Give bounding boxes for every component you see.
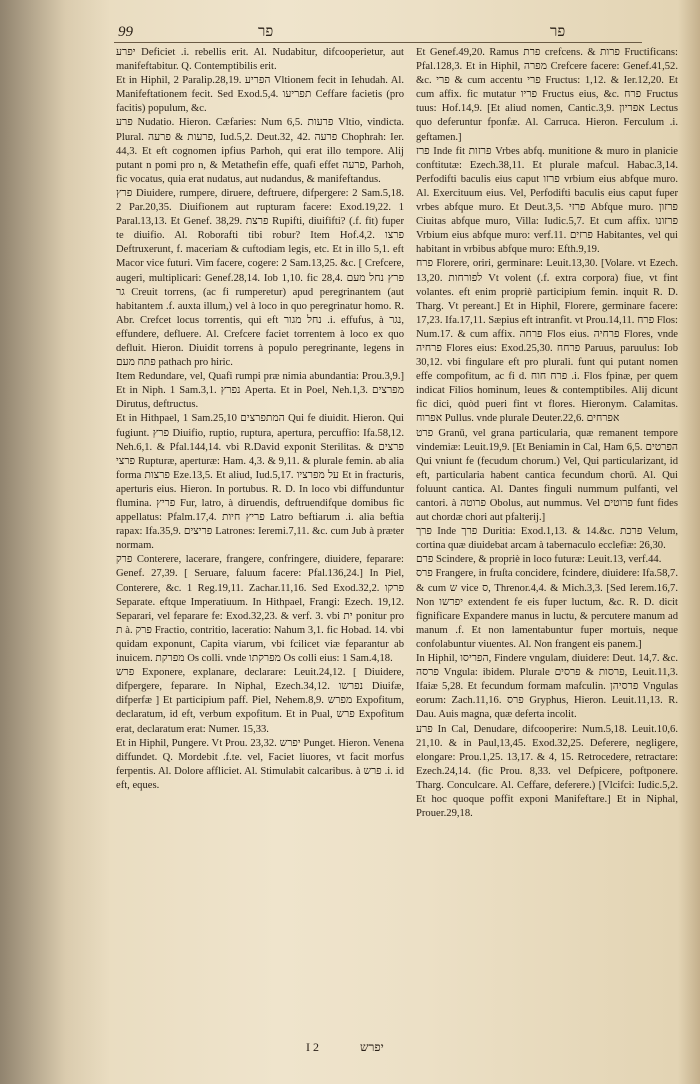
entry-paragraph: פרס Frangere, in fruſta concidere, fcindere, diuidere: Ifa.58,7. & cum ש vice ס, Threnor.4,4. & Mich.3,3. [Sed Ierem.16,7. Non יפרשו extendent fe eis fuper luctum, &c. R. D. dicit fignificare Expandere manus in luctu, & percutere manum ad manum .f. Et non lamentabuntur fuper mortuis, neque confolabuntur viuentes. Al. Non frangent eis panem.] bbox=[416, 568, 678, 650]
header-rule bbox=[114, 42, 642, 43]
catchword: יפרש bbox=[360, 1040, 384, 1054]
entry-paragraph: פרק Conterere, lacerare, frangere, confringere, diuidere, feparare: Genef. 27,39. [ Seruare, faluum facere: Pfal.136,24.] In Piel, Conterere, &c. 1 Reg.19,11. Zachar.11,16. Sed Exod.32,2. פרקו Separate. eftque Imperatiuum. In Hithpael, Frangi: Ezech. 19,12. Separari, vel feparare fe: Exod.32,23. & verf. 3. vbi ית ponitur pro ת à. פרק Fractio, contritio, laceratio: Nahum 3,1. fic Hobad. 14. vbi quidam exponunt, Capita viarum, vbi fcilicet viæ feparantur ab inuicem. מפרקת Os colli. vnde מפרקתו Os colli eius: 1 Sam.4,18. bbox=[116, 554, 404, 665]
edge-shadow bbox=[678, 0, 700, 1084]
entry-paragraph: Et in Hiphil, 2 Paralip.28,19. הפריע Vltionem fecit in Iehudah. Al. Manifeftationem fecit. Sed Exod.5,4. תפריעו Ceffare facietis (pro facitis) populum, &c. bbox=[116, 75, 404, 115]
entry-paragraph: פרץ Diuidere, rumpere, diruere, deftruere, difpergere: 2 Sam.5,18. 2 Par.20,35. Diuifionem aut rupturam facere: Exod.19,22. 1 Paral.13,13. Et Genef. 38,29. פרצת Rupifti, diuififti? (.f. fit) fuper te diuifio. Al. Roborafti tibi robur? Item Hof.4,2. פרצו Deftruxerunt, f. maceriam & cuftodiam legis, etc. Et in illo 5,1. eft Macor vice futuri. Vim facere, cogere: 2 Sam.13,25. &c. [ Crefcere, augeri, multiplicari: Genef.28,14. Iob 1,10. fic 28,4. פרץ נחל מעם גר Creuit torrens, (ac fi rumperetur) apud peregrinantem (aut habitantem .f. auxta illum,) vel à loco in quo peregrinatur homo. R. Abr. Crefcet locus torrentis, qui eft נחל מגור .i. effufus, à נגר, effundere, defluere. Al. Crefcere faciet torrentem à loco ex quo defluit. Hieron. Diuidit torrens à populo peregrinante, legens in פתח מעם pathach pro hiric. bbox=[116, 187, 404, 369]
entry-paragraph: פרח Florere, oriri, germinare: Leuit.13,30. [Volare. vt Ezech. 13,20. לפורחות Vt volent (.f. extra corpora) fiue, vt fint volantes. eft enim propriè participium femin. inquit R. D. Tharg. Vt pereant.] Et in Hiphil, Florere, germinare facere: 17,23. Ifa.17,11. Sæpius eft intranfit. vt Prou.14,11. פרח Flos: Num.17. & cum affix. פרחה Flos eius. פרחיה Flores, vnde פרחיה Flores eius: Exod.25,30. פרחח Paruus, paruulus: Iob 30,12. vbi fingulare eft pro plurali. funt qui putant nomen effe compofitum, ac fi d. פרח חוח .i. Flos fpinæ, per quem indicat Filios hominum, leues & contemptibiles. Alij dicunt fic dici, quòd pueri fint vt flores. Hieronym. Calamitas. אפרוח Pullus. vnde plurale Deuter.22,6. אפרחים bbox=[416, 258, 678, 425]
entry-paragraph: Et in Hithpael, 1 Sam.25,10 המתפרצים Qui fe diuidit. Hieron. Qui fugiunt. פרץ Diuifio, ruptio, ruptura, apertura, percuffio: Ifa.58,12. Neh.6,1. & Pfal.144,14. vbi R.David exponit Sterilitas. פרצים & פרצי Rupturæ, aperturæ: Ham. 4,3. & 9,11. & plurale femin. ab alia forma פרצות Eze.13,5. Et aliud, Iud.5,17. על מפרציו Et in fracturis, aperturis eius. Hieron. In portubus. R. D. In loco vbi diffunduntur flumina. פריץ Fur, latro, à diruendis, deftruendifque domibus fic appellatus: Pfalm.17,4. פריץ חיות Latro beftiarum .i. alia beftia rapax: Ifa.35,9. פריצים Latrones: Ieremi.7,11. &c. cum Jub à præter normam. bbox=[116, 413, 404, 552]
entry-paragraph: פרם Scindere, & propriè in loco futuræ: Leuit.13, verf.44. bbox=[416, 554, 662, 566]
running-head-left: פר bbox=[258, 24, 274, 40]
running-head-right: פר bbox=[550, 24, 566, 40]
right-column bbox=[416, 46, 678, 1032]
entry-paragraph: Et in Hiphil, Pungere. Vt Prou. 23,32. יפרש Punget. Hieron. Venena diffundet. Q. Mordebit .f.te. vel, Faciet liuores, vt facit morfus ferpentis. Al. Dolore affliciet. Al. Stimulabit calcaribus. à פרש .i. id eft, eques. bbox=[116, 737, 404, 791]
left-column bbox=[116, 46, 404, 1032]
entry-paragraph: פרט Granū, vel grana particularia, quæ remanent tempore vindemiæ: Leuit.19,9. [Et Beniamin in Cal, Ham 6,5. הפרטים Qui vniunt fe (fecudum chorum.) Vel, Qui particularizant, id eft, particularia habent cantica fecundum chorū. Al. Qui foluunt cantica. Al. Dantes finguli nummum pulfanti, vel cantori. à פרוטה Obolus, aut nummus. Vel פרוטים funt fides aut chordæ chori aut pfalterij.] bbox=[416, 427, 678, 524]
gutter-shadow bbox=[0, 0, 110, 1084]
entry-paragraph: Et Genef.49,20. Ramus פרת crefcens. & פרות Fructificans: Pfal.128,3. Et in Hiphil, מפרה Crefcere facere: Genef.41,52. &c. פרי & cum accentu פרי Fructus: 1,12. & Ier.12,20. Et cum affix. fic mutatur פריו Fructus eius, &c. פרח Fructus tuus: Hof.14,9. [Et aliud nomen, Cantic.3,9. אפריון Lectus quo deferuntur fponfæ. Al. Carruca. Hieron. Ferculum .i. geftamen.] bbox=[416, 47, 678, 143]
entry-paragraph: פרש Exponere, explanare, declarare: Leuit.24,12. [ Diuidere, difpergere, feparare. In Niphal, Ezech.34,12. נפרשו Diuifæ, difperfæ ] Et participium paff. Piel, Nehem.8,9. מפרש Expofitum, declaratum, id eft, verbum expofitum. Et in Pual, פרש Expofitum erat, declaratum erat: Numer. 15,33. bbox=[116, 667, 404, 735]
entry-paragraph: In Hiphil, הפריסו, Findere vngulam, diuidere: Deut. 14,7. &c. פרסה Vngula: ibidem. Plurale פרסות & פרסים, Leuit.11,3. Ifaiæ 5,28. Et fecundum formam mafculin. פרסיהן Vngulas eorum: Zach.11,16. פרס Gryphus, Hieron. Leuit.11,13. R. Dau. Auis magna, quæ deferta incolit. bbox=[416, 653, 678, 721]
entry-paragraph: פרך Inde פרך Duritia: Exod.1,13. & 14.&c. פרכת Velum, cortina quæ diuidebat arcam à tabernaculo ecclefiæ: 26,30. bbox=[416, 526, 678, 552]
entry-paragraph: פרז Inde fit פרזות Vrbes abfq. munitione & muro in planicie conftitutæ: Ezech.38,11. Et plurale mafcul. Habac.3,14. Perfodifti baculis eius caput פרזו vrbium eius abfque muro. Al. Exercituum eius. Vel, Perfodifti baculis eius caput fuper vrbes abfque muro. Et Deut.3,5. פרזי Abfque muro. פרזון Ciuitas abfque muro, Villa: Iudic.5,7. Et cum affix. פרזונו Vrbium eius abfque muro: verf.11. פרזים Habitantes, vel qui habitant in vrbibus abfque muro: Efth.9,19. bbox=[416, 145, 678, 256]
entry-paragraph: Item Redundare, vel, Quafi rumpi præ nimia abundantia: Prou.3,9.] Et in Niph. 1 Sam.3,1. נפרץ Aperta. Et in Poel, Neh.1,3. מפרצים Dirutus, deftructus. bbox=[116, 371, 404, 411]
page-number: 99 bbox=[118, 24, 133, 40]
entry-paragraph: יפרע Deficiet .i. rebellis erit. Al. Nudabitur, difcooperietur, aut manifeftabitur. Q. Contemptibilis erit. bbox=[116, 47, 404, 73]
entry-paragraph: פרע Nudatio. Hieron. Cæfaries: Num 6,5. פרעות Vltio, vindicta. Plural. פרעות & פרעה, Iud.5,2. Deut.32, 42. פרעה Chophrah: Ier. 44,3. Et eft cognomen ipfius Parhoh, qui erat illo tempore. Alij putant n pomi pro n, & Metathefin effe, quafi effet פרעה, Parhoh, fic vocatus, quia erat nudatus, aut nudandus, & manifeftandus. bbox=[116, 117, 404, 185]
signature-mark: I 2 bbox=[306, 1040, 319, 1054]
entry-paragraph: פרע In Cal, Denudare, difcooperire: Num.5,18. Leuit.10,6. 21,10. & in Paul,13,45. Exod.32,25. Deferere, negligere, elongare: Prou.1,25. 13,17. & 4, 15. Retrocedere, retractare: Ezech.24,14. (fic Prou. 8,33. vel Defpicere, poftponere. Tharg. Conculcare. Al. Ceffare, deferere.) [Vlcifci: Iudic.5,2. Et hoc quoque poffit exponi Manifeftare.] Et in Niphal, Prouer.29,18. bbox=[416, 723, 678, 820]
